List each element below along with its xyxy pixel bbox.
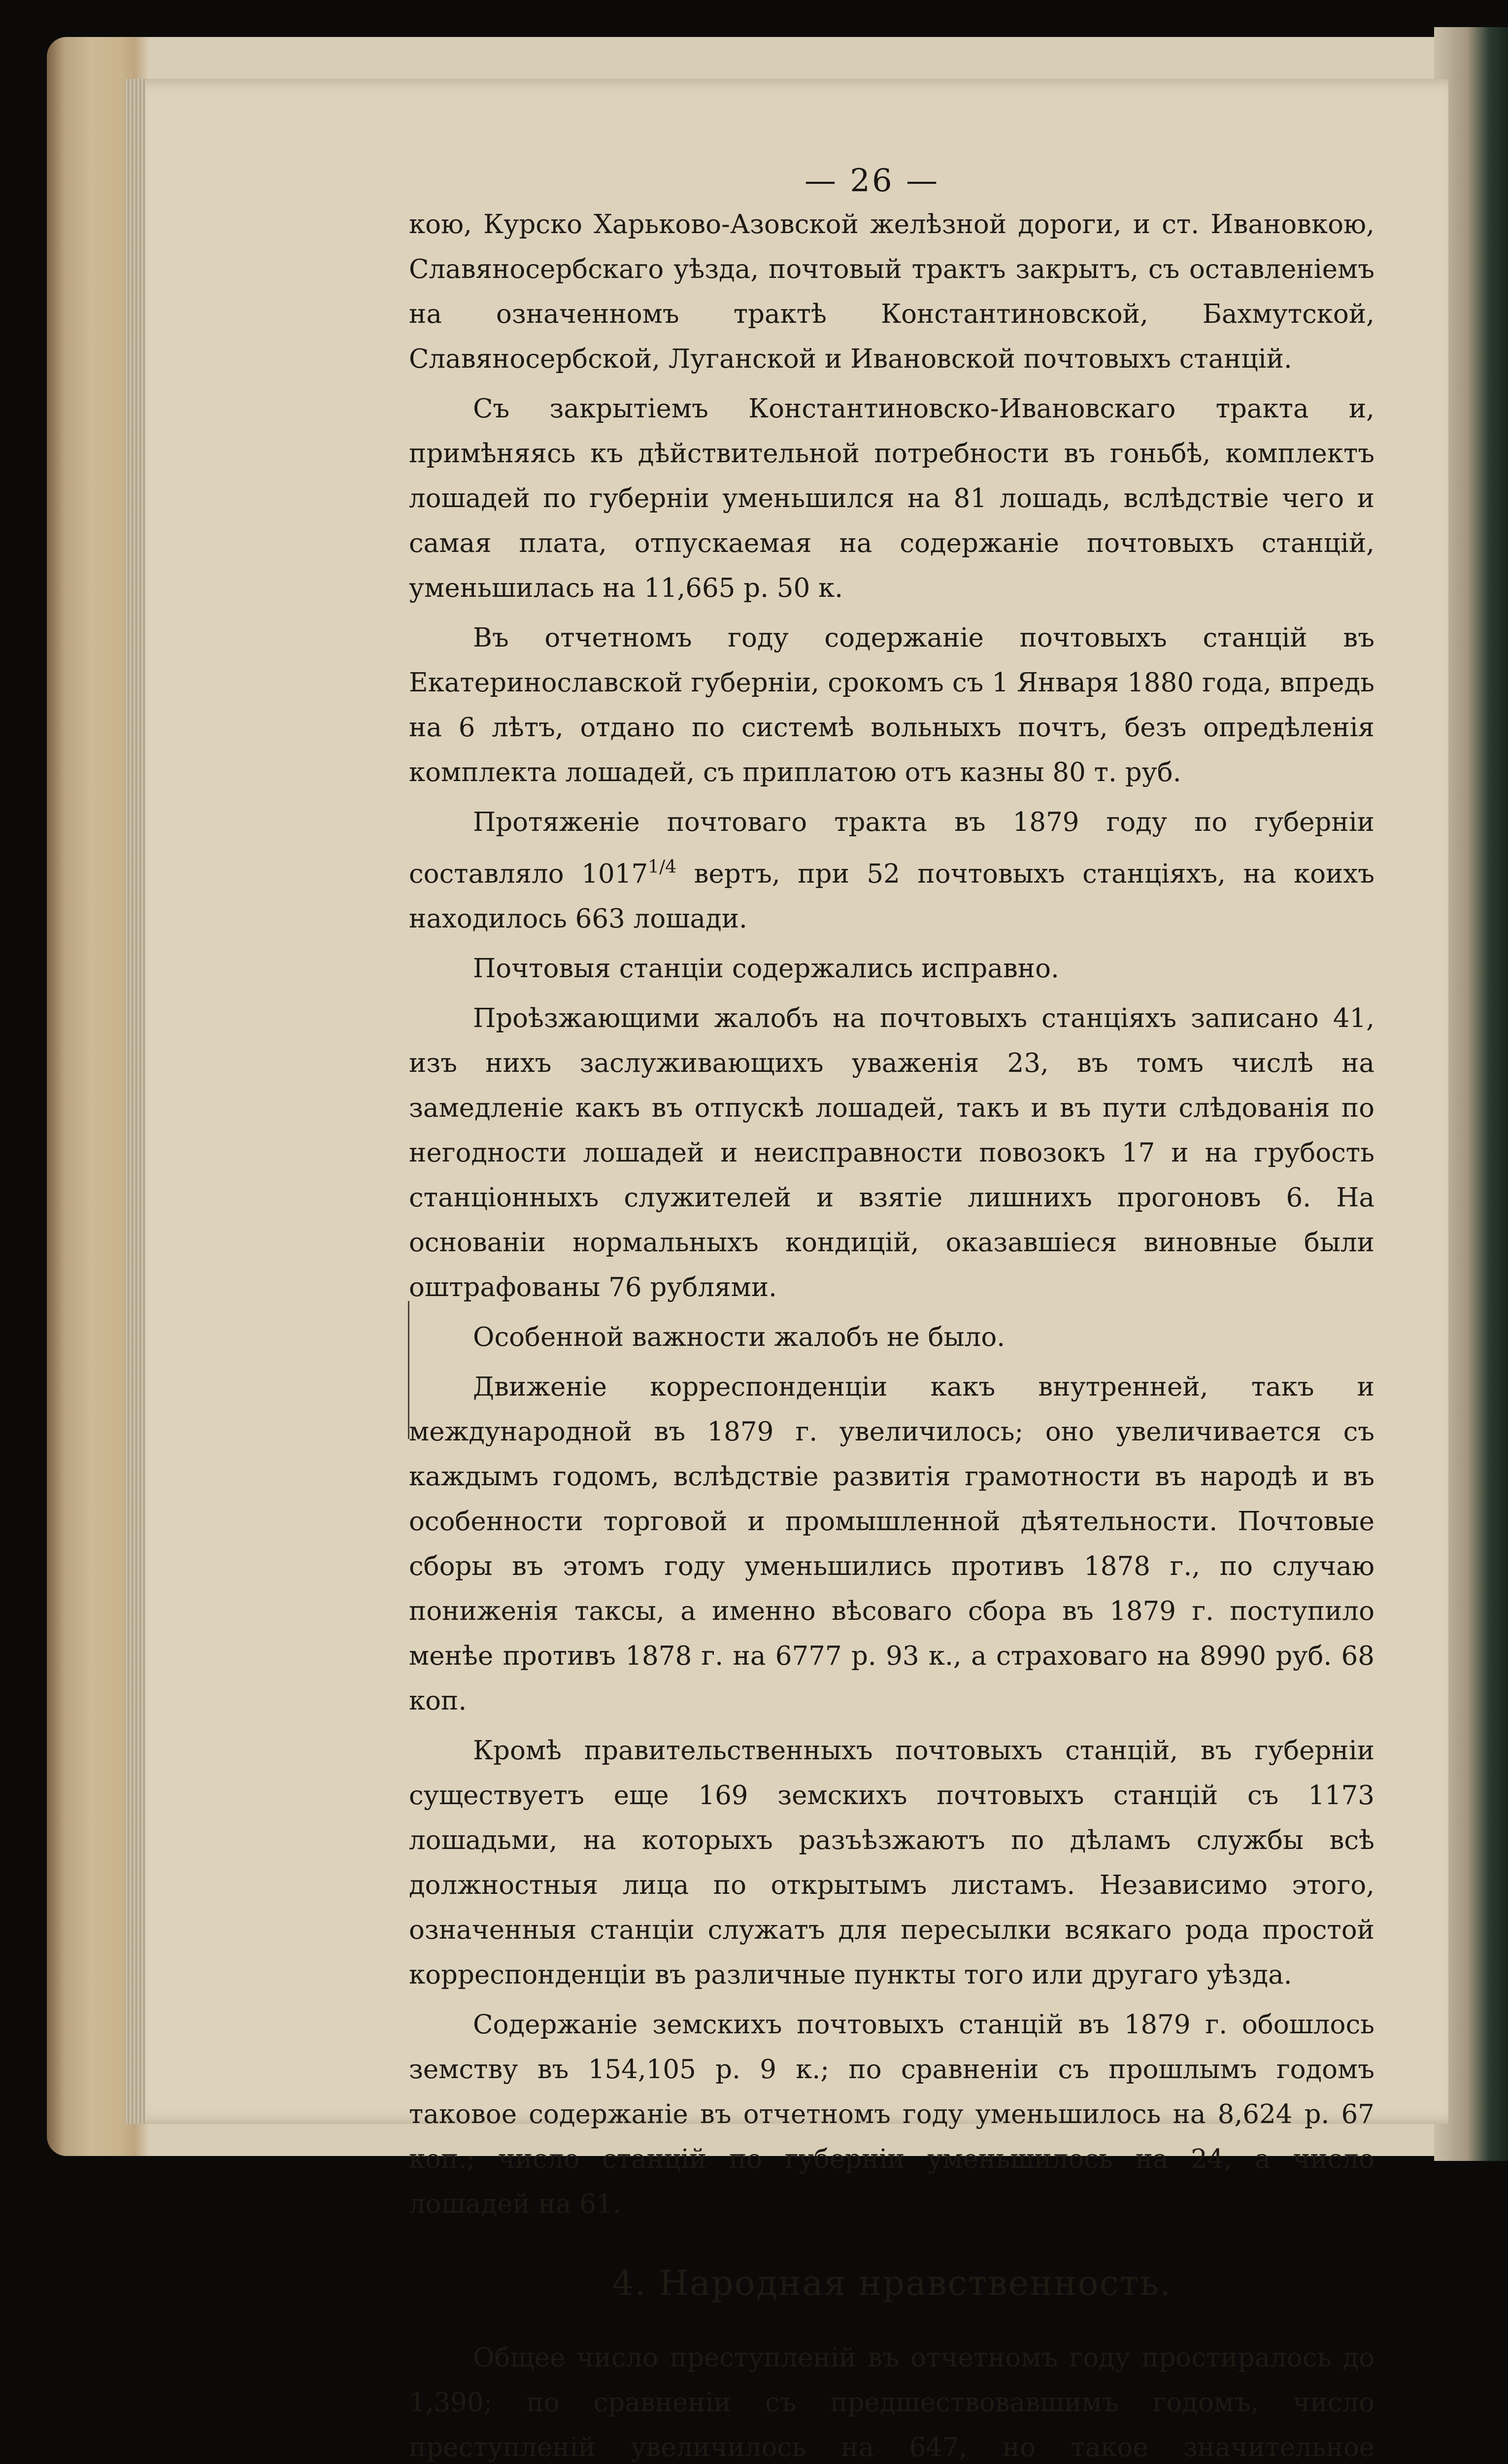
page-stack-edges xyxy=(126,79,145,2124)
paragraph: Почтовыя станціи содержались исправно. xyxy=(473,954,1059,984)
page-text xyxy=(409,202,1374,2464)
paragraph: Содержаніе земскихъ почтовыхъ станцій въ 1879 г. обошлось земству въ 154,105 р. 9 к.; по сравненіи съ прошлымъ годомъ таковое содержаніе въ отчетномъ году уменьшилось на 8,624 р. 67 коп.; число станцій по губерніи уменьшилось на 24, а число лошадей на 61. xyxy=(409,2010,1374,2219)
paragraph-part: вертъ, при 52 почтовыхъ станціяхъ, на коихъ находилось 663 лошади. xyxy=(409,859,1374,934)
section-title: 4. Народная нравственность. xyxy=(612,2263,1172,2303)
paragraph: кою, Курско Харьково-Азовской желѣзной дороги, и ст. Ивановкою, Славяносербскаго уѣзда, почтовый трактъ закрытъ, съ оставленіемъ на означенномъ трактѣ Константиновской, Бахмутской, Славяносербской, Луганской и Ивановской почтовыхъ станцій. xyxy=(409,209,1374,374)
paragraph: Проѣзжающими жалобъ на почтовыхъ станціяхъ записано 41, изъ нихъ заслуживающихъ уваженія 23, въ томъ числѣ на замедленіе какъ въ отпускѣ лошадей, такъ и въ пути слѣдованія по негодности лошадей и неисправности повозокъ 17 и на грубость станціонныхъ служителей и взятіе лишнихъ прогоновъ 6. На основаніи нормальныхъ кондицій, оказавшіеся виновные были оштрафованы 76 рублями. xyxy=(409,1003,1374,1302)
page-number: — 26 — xyxy=(804,163,940,199)
paragraph: Съ закрытіемъ Константиновско-Ивановскаго тракта и, примѣняясь къ дѣйствительной потребности въ гоньбѣ, комплектъ лошадей по губерніи уменьшился на 81 лошадь, вслѣдствіе чего и самая плата, отпускаемая на содержаніе почтовыхъ станцій, уменьшилась на 11,665 р. 50 к. xyxy=(409,394,1374,603)
paragraph: Въ отчетномъ году содержаніе почтовыхъ станцій въ Екатеринославской губерніи, срокомъ съ 1 Января 1880 года, впредь на 6 лѣтъ, отдано по системѣ вольныхъ почтъ, безъ опредѣленія комплекта лошадей, съ приплатою отъ казны 80 т. руб. xyxy=(409,623,1374,787)
paragraph xyxy=(409,800,1374,941)
fraction: 1/4 xyxy=(648,857,677,877)
paragraph: Движеніе корреспонденціи какъ внутренней, такъ и международной въ 1879 г. увеличилось; оно увеличивается съ каждымъ годомъ, вслѣдствіе развитія грамотности въ народѣ и въ особенности торговой и промышленной дѣятельности. Почтовые сборы въ этомъ году уменьшились противъ 1878 г., по случаю пониженія таксы, а именно вѣсоваго сбора въ 1879 г. поступило менѣе противъ 1878 г. на 6777 р. 93 к., а страховаго на 8990 руб. 68 коп. xyxy=(409,1372,1374,1716)
paragraph: Особенной важности жалобъ не было. xyxy=(473,1322,1005,1352)
paragraph: Кромѣ правительственныхъ почтовыхъ станцій, въ губерніи существуетъ еще 169 земскихъ почтовыхъ станцій съ 1173 лошадьми, на которыхъ разъѣзжаютъ по дѣламъ службы всѣ должностныя лица по открытымъ листамъ. Независимо этого, означенныя станціи служатъ для пересылки всякаго рода простой корреспонденціи въ различные пункты того или другаго уѣзда. xyxy=(409,1736,1374,1990)
paragraph: Общее число преступленій въ отчетномъ году простиралось до 1,390; по сравненіи съ предшествовавшимъ годомъ, число преступленій увеличилось на 647, но такое значительное xyxy=(409,2343,1374,2463)
paragraph-part: Протяженіе почтоваго тракта въ 1879 году по губерніи составляло 1017 xyxy=(409,807,1374,889)
